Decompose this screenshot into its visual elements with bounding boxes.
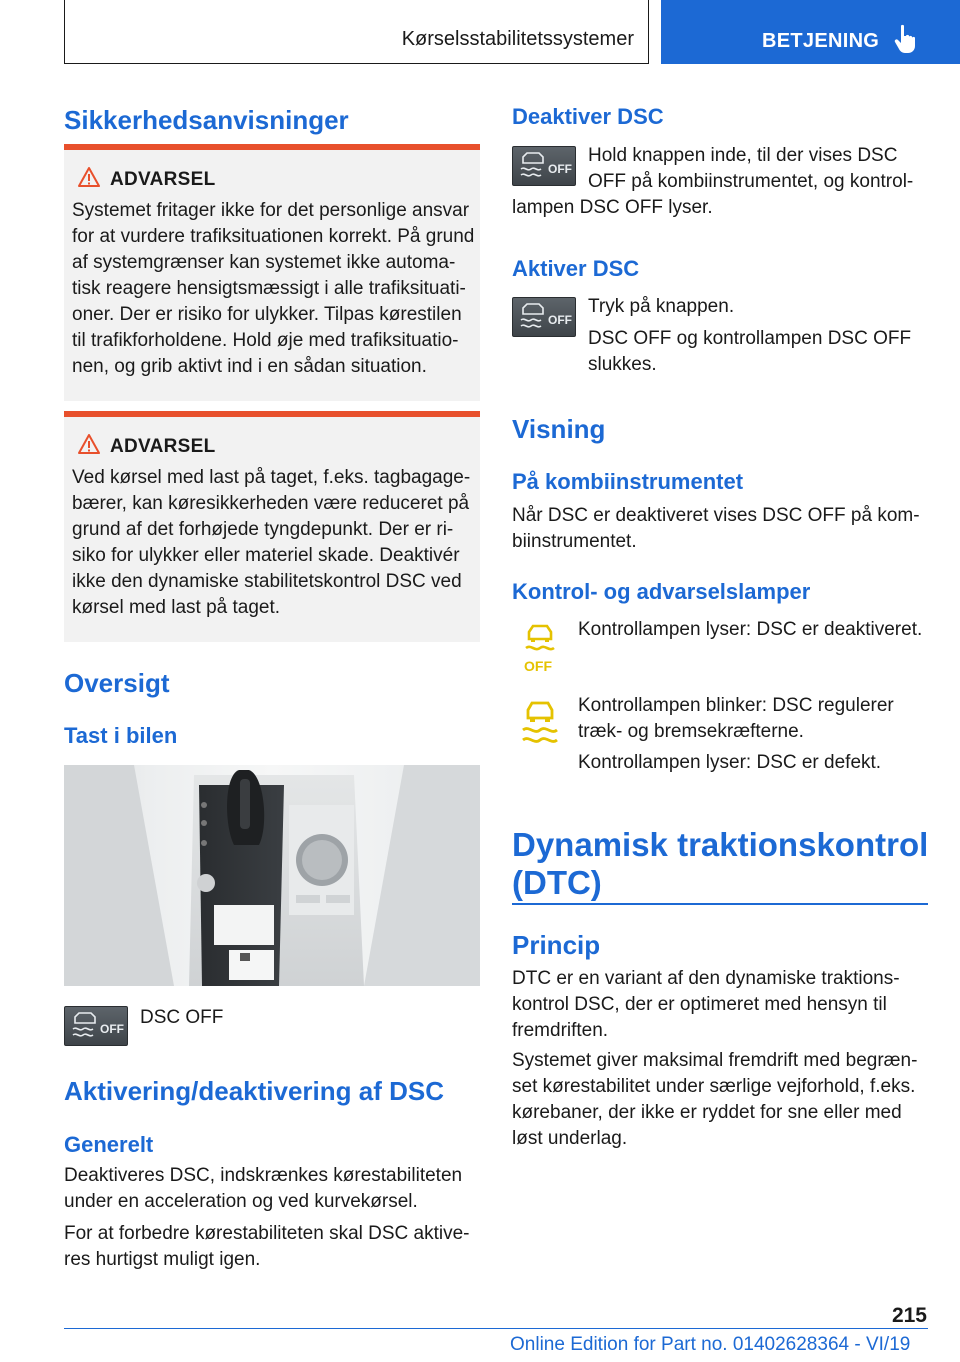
safety-title: Sikkerhedsanvisninger	[64, 105, 349, 135]
edition-note: Online Edition for Part no. 01402628364 - VI/19	[510, 1334, 911, 1355]
footer-rule	[64, 1328, 928, 1329]
button-in-car-title: Tast i bilen	[64, 723, 178, 748]
pointing-hand-icon	[893, 24, 919, 54]
deactivate-text-cont: lampen DSC OFF lyser.	[512, 197, 713, 218]
warning-text: Ved kørsel med last på taget, f.eks. tagbagage-bærer, kan køresikkerheden være reduceret på grund af det forhøjede tyngdepunkt. Der er ri-siko for ulykker eller materiel skade. Deaktivér ikke den dynamiske stabilitetskontrol DSC ved kørsel med last på taget.	[72, 467, 471, 618]
dsc-off-button-icon	[64, 1006, 128, 1046]
dsc-off-button-icon	[512, 146, 576, 186]
general-paragraph-1: Deaktiveres DSC, indskrænkes kørestabiliteten under en acceleration og ved kurvekørsel.	[64, 1165, 463, 1212]
svg-text:OFF: OFF	[548, 313, 572, 327]
deactivate-title: Deaktiver DSC	[512, 104, 664, 129]
lamps-title: Kontrol- og advarselslamper	[512, 579, 811, 604]
section-title: BETJENING	[762, 30, 880, 52]
activation-title: Aktivering/deaktivering af DSC	[64, 1076, 444, 1106]
chapter-title: Kørselsstabilitetssystemer	[401, 28, 634, 50]
warning-text: Systemet fritager ikke for det personlige ansvar for at vurdere trafiksituationen korrekt. På grund af systemgrænser kan systemet ikke automa-tisk reagere hensigtsmæssigt i alle trafiksituati-oner. Der er risiko for ulykker. Tilpas kørestilen til trafikforholdene. Hold øje med trafiksituatio-nen, og grib aktivt ind i en sådan situation.	[72, 200, 475, 377]
warning-triangle-icon	[78, 166, 100, 188]
header-section-tab	[661, 0, 960, 64]
instrument-title: På kombiinstrumentet	[512, 469, 744, 494]
warning-triangle-icon	[78, 433, 100, 455]
activate-text-1: Tryk på knappen.	[588, 296, 735, 317]
dtc-title: Dynamisk traktionskontrol (DTC)	[512, 826, 929, 901]
overview-title: Oversigt	[64, 668, 170, 698]
dsc-off-label: DSC OFF	[140, 1007, 224, 1028]
lamp1-text: Kontrollampen lyser: DSC er deaktiveret.	[578, 619, 923, 640]
warning-box-1	[64, 144, 480, 401]
lamp2-text-2: Kontrollampen lyser: DSC er defekt.	[578, 752, 882, 773]
dsc-off-lamp-icon	[522, 622, 558, 674]
title-rule	[512, 903, 928, 905]
lamp2-text-1: Kontrollampen blinker: DSC regulerer træk- og bremsekræfterne.	[578, 695, 894, 742]
center-console-photo	[64, 765, 480, 986]
svg-text:OFF: OFF	[100, 1022, 124, 1036]
principle-paragraph-2: Systemet giver maksimal fremdrift med begræn-set kørestabilitet under særlige vejforhold, f.eks. kørebaner, der ikke er ryddet for sne eller med løst underlag.	[512, 1050, 918, 1149]
general-paragraph-2: For at forbedre kørestabiliteten skal DSC aktive-res hurtigst muligt igen.	[64, 1223, 470, 1270]
dsc-off-button-icon	[512, 297, 576, 337]
principle-title: Princip	[512, 930, 601, 960]
activate-title: Aktiver DSC	[512, 256, 640, 281]
display-title: Visning	[512, 414, 606, 444]
deactivate-text: Hold knappen inde, til der vises DSC OFF på kombiinstrumentet, og kontrol-	[588, 145, 914, 192]
header-chapter-box	[64, 0, 649, 64]
warning-title: ADVARSEL	[110, 436, 216, 457]
svg-text:OFF: OFF	[548, 162, 572, 176]
warning-title: ADVARSEL	[110, 169, 216, 190]
svg-text:OFF: OFF	[524, 658, 552, 674]
principle-paragraph-1: DTC er en variant af den dynamiske traktions-kontrol DSC, der er optimeret med hensyn til fremdriften.	[512, 968, 900, 1041]
warning-box-2	[64, 411, 480, 642]
general-title: Generelt	[64, 1132, 154, 1157]
instrument-text: Når DSC er deaktiveret vises DSC OFF på kom-biinstrumentet.	[512, 505, 920, 552]
activate-text-2: DSC OFF og kontrollampen DSC OFF slukkes.	[588, 328, 912, 375]
page-number: 215	[891, 1304, 927, 1327]
dsc-lamp-icon	[518, 698, 562, 750]
